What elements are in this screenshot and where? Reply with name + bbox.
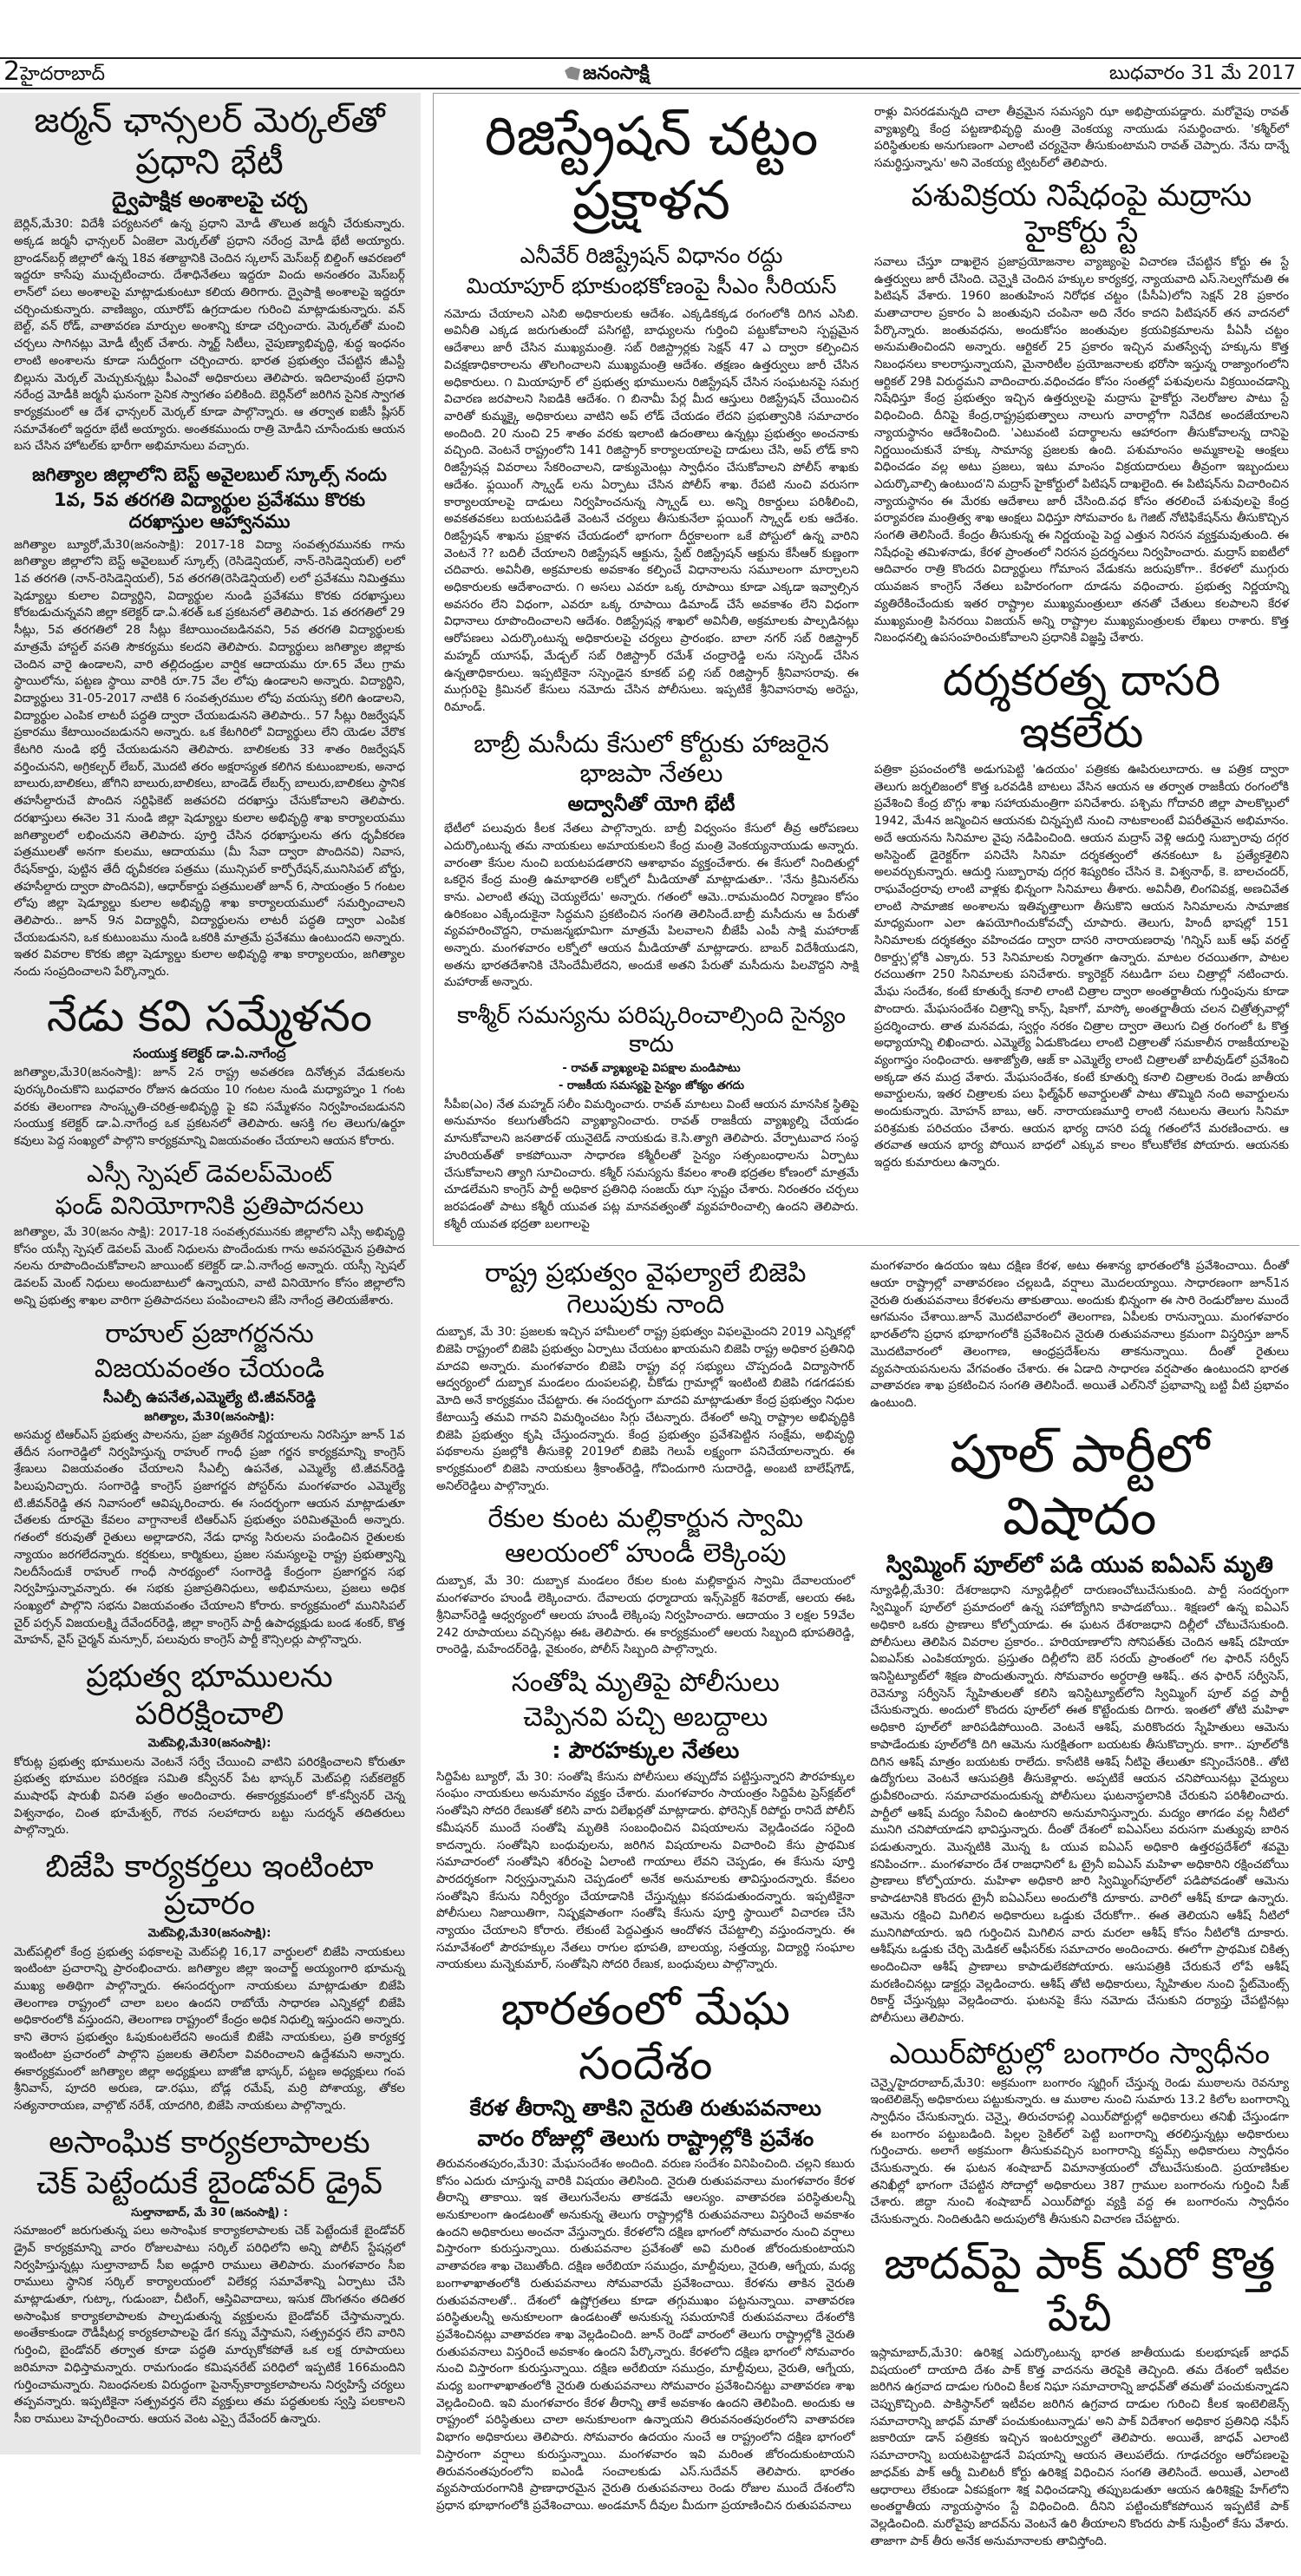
article-body: కోరుట్ల ప్రభుత్వ భూములను వెంటనే సర్వే చేయించి వాటిని పరిరక్షించాలని కోరుతూ ప్రభుత్వ భూముల పరిరక్షణ సమితి కన్వీనర్ పేట భాస్కర్ మెట్‌పల్లి సబ్‌కలెక్టర్ ముషారఫ్ షారుఖీ వినతి పత్రం అందించారు. ఈకార్యక్రమంలో కో-కన్వీనర్ చెన్న విశ్వనాథం, చింత భూమేశ్వర్, గౌరవ సలహాదారు బట్టు సుదర్శన్ తదితరులు పాల్గొన్నారు.: [14, 1754, 405, 1838]
article-body: జగిత్యాల,మే30(జనంసాక్షి): జూన్ 2న రాష్ట్ర అవతరణ దినోత్సవ వేడుకలను పురస్కరించుకొని బుధవారం రోజున ఉదయం 10 గంటల నుండి మధ్యాహ్నం 1 గంట వరకు తెలంగాణ సాంస్కృతి-చరిత్ర-అభివృద్ధి పై కవి సమ్మేళనం నిర్వహించబడునని సంయుక్త కలెక్టర్ డా.ఏ.నాగేంద్ర ఒక ప్రకటనలో తెలిపారు. ఆసక్తి గల తెలుగు/ఉర్దూ కవులు పెద్ద సంఖ్యలో పాల్గొని కార్యక్రమాన్ని విజయవంతం చేయాలని ఆయన కోరారు.: [14, 1065, 405, 1149]
babri-headline: బాబ్రీ మసీదు కేసులో కోర్టుకు హాజరైన భాజపా నేతలు: [474, 728, 829, 789]
lead-story: [444, 104, 859, 1233]
right-lower-column: [871, 1258, 1290, 2559]
article-body: సిద్దిపేట బ్యూరో, మే 30: సంతోషి కేసును పోలీసులు తప్పుదోవ పట్టిస్తున్నారని పౌరహక్కుల సంఘం నాయకులు అనుమానం వ్యక్తం చేశారు. మంగళవారం సాయంత్రం సిద్దిపేట ప్రెస్‌క్లబ్‌లో సంతోషిని సోదరి రేణుకతో కలిసి వారు విలేఖర్లతో మాట్లాడారు. ఫోరెన్సిక్ రిపోర్టు రానిదే పోలీస్ కమీషనర్ ముందే సంతోషి మృతికి సంబంధించిన విషయాలను వెల్లడించడం సరైంది కాదన్నారు. సంతోషిని బంధువులను, జరిగిన విషయాలను విచారించి కేసు ప్రాథమిక సమాచారంలో సంతోషిని శరీరంపై ఏలాంటి గాయాలు లేవని చెప్పడం, ఈ కేసును పూర్తి పారదర్శకంగా నిర్వస్తున్నామని చెప్పడంలో అనేక అనుమాలకు తావిస్తుందన్నారు. కేవలం సంతోషిని కేసును నిర్వీర్యం చేయాడానికి చేస్తున్నట్లు కనపడుతుందన్నారు. ఇప్పటికైనా పోలీసులు నిజాయితిగా, నిష్పక్షపాతంగా సంతోషి కేసును పూర్తి స్థాయిలో విచారణ చేసి న్యాయం చేయాలని కోరారు. లేకుంటే పెద్దఎత్తున ఆందోళన చేపట్టాల్సి వస్తుందన్నారు. ఈ సమావేశంలో పౌరహక్కుల నేతలు రాగుల భూపతి, బాలయ్య, సత్తయ్య, విద్యార్థి సంఘాల నాయకులు మన్నెకుమార్, సంతోషిని సోదరి రేణుక, బంధువులు పాల్గొన్నారు.: [436, 1769, 855, 1972]
logo-text: జనంసాక్షి: [583, 62, 650, 84]
article-headline: 1వ, 5వ తరగతి విద్యార్థుల ప్రవేశము కొరకు దరఖాస్తుల ఆహ్వానము: [53, 489, 366, 533]
article-subheadline: వారం రోజుల్లో తెలుగు రాష్ట్రాల్లోకి ప్రవేశం: [477, 2126, 814, 2152]
article-body: ఇస్లామాబాద్,మే30: ఉరిశిక్ష ఎదుర్కొంటున్న భారత జాతీయుడు కులభూషణ్ జాధవ్ విషయంలో దాయాది దేశం పాక్ కొత్త వాదనను తెరపైకి తెచ్చింది. తమ దేశంలో ఇటీవల జరిగిన ఉగ్రవాద దాడుల గురించి కీలక నిఘా సమాచారాన్ని జాధవ్‌తో తమతో పంచుకున్నాడని చెప్పుకొచ్చింది. పాకిస్థాన్‌లో ఇటీవల జరిగిన ఉగ్రవాద దాడుల గురించి కీలక ఇంటెలిజెన్స్ సమాచారాన్ని జాధవ్ మాతో పంచుకుంటున్నాడు' అని పాక్ విదేశాంగ అధికార ప్రతినిధి నఫీస్ జకారియా డాన్ పత్రికకు ఇచ్చిన ఇంటర్వ్యూలో తెలిపారు. అయితే, జాధవ్ ఎలాంటి సమాచారాన్ని బయటపెట్టాడనే విషయాన్ని ఆయన తెలుపలేదు. గూఢచర్యం ఆరోపణలపై జాధవ్‌కు పాక్ ఆర్మీ మిలిటరీ కోర్టు ఉరిశిక్ష విధించిన సంగతి తెలిసిందే. అయితే, ఎలాంటి ఆధారాలు లేకుండా ఏకపక్షంగా శిక్ష విధించడాన్ని తప్పుబడుతూ ఆయన ఉరిశిక్షపై హేగ్‌లోని అంతర్జాతీయ న్యాయస్థానం స్టే విధించింది. దీనిని పట్టించుకోకపోయిన ఇప్పటికే పాక్ వెల్లడించింది. మరోవైపు జాదవ్‌ను వెంటనే ఉరి తీయాలని కొందరు పాక్ సుప్రీంలో కేసు వేశారు. తాజాగా పాక్ తీరు అనేక అనుమానాలకు తావిస్తోంది.: [870, 2345, 1289, 2548]
article-subheadline: కేరళ తీరాన్ని తాకిని నైరుతి రుతుపవనాలు: [469, 2094, 821, 2120]
article-headline: రేకుల కుంట మల్లికార్జున స్వామి: [487, 1504, 803, 1535]
article-headline: జాదవ్‌పై పాక్ మరో కొత్త పేచీ: [884, 2238, 1276, 2341]
kashmir-subheadline: - రాజకీయ సమస్యపై సైన్యం జోక్యం తగదు: [558, 1078, 745, 1092]
page-section: [3, 56, 106, 88]
article-body: న్యూఢిల్లీ,మే30: దేశరాజధాని న్యూఢిల్లీలో దారుణంచోటుచేసుకుంది. పార్టీ సందర్భంగా స్విమ్మింగ్ పూల్‌లో ప్రమాదంలో ఉన్న సహోద్యోగిని కాపాడబోయి.. శిక్షణలో ఉన్న ఐఏఎస్ అధికారి ఒకరు ప్రాణాలు కోల్పోయాడు. ఈ ఘటన దేశరాజధాని దిల్లీలో చోటుచేసుకుంది. పోలీసులు తెలిపిన వివరాల ప్రకారం.. హరియాణాలోని సోనిపత్‌కు చెందిన ఆశిష్ దహియా ఏఐఎస్‌కు ఎంపికయ్యారు. ప్రస్తుతం దిల్లీలోని బెర్ సరయ్ ప్రాంతంలో గల ఫారిన్ సర్వీస్ ఇనిస్టిట్యూట్‌లో శిక్షణ పొందుతున్నారు. సోమవారం అర్ధరాత్రి ఆశిష్.. తన ఫారిన్ సర్వీసెస్, రెవెన్యూ సర్వీసెస్ స్నేహితులతో కలిసి ఇనిస్టిట్యూట్‌లోని స్విమ్మింగ్ పూల్ వద్ద పార్టీ చేసుకున్నారు. అందులో కొందరు పూల్‌లో ఈత కొట్టేందుకు దిగారు. ఇంతలో తోటి మహిళా అధికారి పూల్‌లో జారిపడిపోయింది. వెంటనే ఆశిష్, మరికొందరు స్నేహితులు ఆమెను కాపాడేందుకు పూల్‌లోకి దిగి ఆమెను సురక్షితంగా బయటకు తీసుకొచ్చారు. కాగా.. పూల్‌లోకి దిగిన ఆశిష్ మాత్రం బయటకు రాలేదు. కాసేటికి ఆశిష్ నీటిపై తేలుతూ కన్పించేసరికి.. తోటి ఉద్యోగులు వెంటనే ఆసుపత్రికి తీసుకెళ్లారు. అప్పటికే ఆయన చనిపోయినట్లు వైద్యులు ధ్రువీకరించారు. సమాచారమందుకున్న పోలీసులు ఘటనాస్థలానికి చేరుకుని పరిశీలించారు. పార్టీలో ఆశిష్ మద్యం సేవించి ఉంటారని అనుమానిస్తున్నారు. మద్యం తాగడం వల్ల నీటిలో మునిగి చనిపోయాడని భావిస్తున్నారు. దీంతో దేశంలో ఐఏఎస్‌లు వరుసగా మత్యువు బారిన పడుతున్నారు. మొన్నటికి మొన్న ఓ యువ ఐఏఎస్ అధికారి ఉత్తరప్రదేశ్‌లో శవమై కనిపించగా.. మంగళవారం దేశ రాజధానిలో ఓ ట్రైనీ ఐఏఎస్ మహిళా అధికారిని రక్షించబోయి ప్రాణాలు కోల్పోయారు. మహిళా అధికారి జారి స్విమ్మింగ్‌పూల్‌లో పడిపోవడంతో ఆమెను కాపాడటానికి కొందరు ట్రైనీ ఐఏఎస్‌లు అందులోకి దూకారు. వారిలో ఆశీష్ కూడా ఉన్నారు. ఆమెను రక్షించి మిగిలిన అధికారులు ఒడ్డుకు చేరుకోగా.. ఈత తెలియని ఆశీష్ నీటిలో మునిగిపోయారు. ఇది గుర్తించిన మిగిలిన వారు మరలా ఆశీష్ కోసం నీటిలోకి దూకారు. ఆశీష్‌ను ఒడ్డుకు చేర్చి మెడికల్ ఆఫీసర్‌కు సమాచారం అందించారు. ఈలోగా ప్రాథమిక చికిత్స అందించినా ఆశీష్ ప్రాణాలు కాపాడులేకపోయారు. ఆసుపత్రికి చేరుకునే లోపే ఆశీష్ మరణించినట్లు డాక్టర్లు వెల్లడించారు. ఆశీష్ తోటి అధికారులు, స్నేహితుల నుంచి స్టేట్‌మెంట్స్ రికార్డ్ చేస్తున్నట్లు వెల్లడించారు. ఘటనపై కేసు నమోదు చేసుకుని దర్యాప్తు చేపట్టినట్లు పోలీసులు తెలిపారు.: [870, 1583, 1289, 2026]
article-body: జగిత్యాల బ్యూరో,మే30(జనంసాక్షి): 2017-18 విద్యా సంవత్సరమునకు గాను జగిత్యాల జిల్లాలోని బెస్ట్ అవైలబుల్ స్కూల్స్ (రెసిడెన్షియల్, నాన్-రెసిడెన్షియల్) లలో 1వ తరగతి (నాన్-రెసిడెన్షియల్), 5వ తరగతి(రెసిడెన్షియల్) లలో ప్రవేశము నిమిత్తము షెడ్యూల్డు కులాల విద్యార్థిని, విద్యార్థుల నుండి ప్రవేశము కొరకు దరఖాస్తులు కోరబడుచున్నవని జిల్లా కలెక్టర్ డా.ఏ.శరత్ ఒక ప్రకటనలో తెలిపారు. 1వ తరగతిలో 29 సీట్లు, 5వ తరగతిలో 28 సీట్లు కేటాయించబడినవని, 5వ తరగతి విద్యార్థులకు మాత్రమే హాస్టల్ వసతి సౌకర్యము కలదని తెలిపారు. విద్యార్థులు జగిత్యాల జిల్లాకు చెందిన వారై ఉండాలని, వారి తల్లిదండ్రుల వార్షిక ఆదాయము రూ.65 వేలు గ్రామ స్థాయిలోను, పట్టణ స్థాయి వారికి రూ.75 వేల లోపు ఉండాలని అన్నారు. విద్యార్థిని, విద్యార్థులు 31-05-2017 నాటికి 6 సంవత్సరముల లోపు వయస్సు కలిగి ఉండాలని, విద్యార్థుల ఎంపిక లాటరీ పద్ధతి ద్వారా చేయబడునని తెలిపారు.. 57 సీట్లు రిజర్వేషన్ ప్రకారము కేటాయించబడునని అన్నారు. ఒక కేటగిరిలో విద్యార్థులు లేని యెడల వేరొక కేటగిరి నుండి భర్తీ చేయబడునని తెలిపారు. బాలికలకు 33 శాతం రిజర్వేషన్ వర్తించునని, అగ్రికల్చర్ లేబర్, మొదటి తరం అక్షరాస్యత కలిగిన కుటుంబాలకు, అనాధ బాలురు,బాలికలు, జోగిని బాలురు,బాలికలు, బాండెడ్ లేబర్స్ బాలురు,బాలికలు స్థానిక తహసీల్దారుచే పొందిన సర్టిఫికెట్ జతపరచి దరఖాస్తు చేసుకోవాలని తెలిపారు. దరఖాస్తులు ఈనెల 31 నుండి జిల్లా షెడ్యూల్డు కులాల అభివృద్ధి శాఖ కార్యాలయము జగిత్యాలలో లభించునని తెలిపారు. పూర్తి చేసిన ధరఖాస్తులను తగు ధృవీకరణ పత్రములతో అనగా కులము, ఆదాయము (మీ సేవా ద్వారా పొందినవి) నివాస, రేషన్‌కార్డు, పుట్టిన తేదీ ధృవీకరణ పత్రము (మున్సిపల్ కార్పోరేషన్,మునిసిపల్ బోర్డు, తహసీల్దారు ద్వారా పొందినవి), ఆధార్‌కార్డు పత్రములతో జూన్ 6, సాయంత్రం 5 గంటల లోపు జిల్లా షెడ్యూల్డు కులాల అభివృద్ధి శాఖ కార్యాలయములో సమర్పించాలని తెలిపారు.. జూన్ 9న విద్యార్థినీ, విద్యార్థులను లాటరీ పద్ధతి ద్వారా ఎంపిక చేయబడునని, ఒక కుటుంబము నుండి ఒకరికి మాత్రమే ప్రవేశము ఉంటుందని అన్నారు. ఇతర వివరాల కొరకు జిల్లా షెడ్యూల్డు కులాల అభివృద్ధి శాఖ కార్యాలయం, జగిత్యాల నందు సంప్రదించాలని పేర్కొన్నారు.: [14, 537, 405, 980]
article-dateline: సుల్తానాబాద్, మే 30 (జనంసాక్షి) :: [131, 2206, 288, 2220]
article: [14, 990, 405, 1150]
lead-box-right-column: [874, 104, 1289, 1172]
kashmir-headline: కాశ్మీర్ సమస్యను పరిష్కరించాల్సింది సైన్యం కాదు: [456, 1002, 847, 1058]
article: [14, 1848, 405, 2115]
article-body: తిరువనంతపురం,మే30: మేఘసందేశం అందింది. వరుణ సందేశం వినిపించింది. చల్లని కబురు కోసం ఎదురు చూస్తున్న వారికి విషయం తెలిసింది. నైరుతి రుతుపవనాలు మంగళవారం కేరళ తీరాన్ని తాకాయి. ఇక తెలుగునేలను తాకడమే ఆలస్యం. వాతావరణ పరిస్థితులన్నీ అనుకూలంగా ఉండటంతో అనుకున్న తెలుగు రాష్ట్రాల్లోకి రుతుపవనాలు విస్తరించే అవకాశం ఉందని అధికారులు అంచనా వేస్తున్నారు. కేరళలోని దక్షిణ భాగంలో సోమవారం నుంచి వర్షాలు విస్తారంగా కురుస్తున్నాయి. రుతుపవనాల ప్రవేశంతో అవి మరింత జోరందుకుంటాయని వాతావరణ శాఖ చెబుతోంది. దక్షిణ అరేబియా సముద్రం, మాల్దీవులు, నైరుతి, ఆగ్నేయ, మధ్య బంగాళాఖాతంలోకి రుతుపవనాలు సోమవారమే ప్రవేశించాయి. కేరళను తాకిన నైరుతి రుతుపవనాలతో.. దేశంలో ఉష్ణోగ్రతలు కూడా తగ్గుముఖం పట్టనున్నాయి. వాతావరణ పరిస్థితులన్నీ అనుకూలంగా ఉండటంతో అనుకున్న సమయానికే రుతుపవనాలు దేశంలోకి ప్రవేశించినట్లు వాతావరణ శాఖ వెల్లడించింది. జూన్ రెండో వారంలో తెలుగు రాష్ట్రాల్లోకి నైరుతి రుతుపవనాలు విస్తరించే అవకాశం ఉందని పేర్కొన్నారు. కేరళలోని దక్షిణ భాగంలో సోమవారం నుంచి విస్తారంగా కురుస్తున్నాయి. దక్షిణ అరేబియా సముద్రం, మాల్దీవులు, నైరుతి, ఆగ్నేయ, మధ్య బంగాళాఖాతంలోకి నైరుతి రుతుపవనాలు సోమవారం ప్రవేశించినట్టు వాతావరణ శాఖ వెల్లడించింది. ఇవి మంగళవారం కేరళ తీరాన్ని తాకే అవకాశం ఉందని తెలిపింది. అందుకు ఆ రాష్ట్రంలో పరిస్థితులు చాలా అనుకూలంగా ఉన్నాయని తిరువనంతపురంలోని వాతావరణ విభాగం అధికారులు తెలిపారు. సోమవారం ఉదయం నుంచే ఆ రాష్ట్రంలోని దక్షిణ భాగంలో విస్తారంగా వర్షాలు కురుస్తున్నాయి. మంగళవారం ఇవి మరింత జోరందుకుంటాయని తిరువనంతపురంలోని ఐఎండీ సంచాలకుడు ఎస్.సుదేవన్ తెలిపారు. భారతం వ్యవసాయరంగానికి ప్రాణాధారమైన నైరుతి రుతుపవనాలు రెండు రోజుల ముందే దేశంలోని ప్రధాన భూభాగంలోకి ప్రవేశించాయి. అండమాన్ దీవుల మీదుగా ప్రయాణించిన రుతుపవనాలు: [436, 2156, 855, 2513]
right-articles: [871, 1423, 1290, 2551]
article-headline: చెక్ పెట్టేందుకే బైండోవర్ డ్రైవ్: [36, 2165, 382, 2201]
article-headline: రాహుల్ ప్రజాగర్జనను: [105, 1318, 314, 1349]
article-body: అసమర్ధ టిఆర్ఎస్ ప్రభుత్వ పాలనను, ప్రజా వ్యతిరేక నిర్ణయాలను నిరసిస్తూ జూన్ 1వ తేదీన సంగారెడ్డిలో నిర్వహిస్తున్న రాహుల్ గాంధీ ప్రజా గర్జన కార్యక్రమాన్ని కాంగ్రెస్ శ్రేణులు విజయవంతం చేయాలని సీఎల్పీ ఉపనేత, ఎమ్మెల్యే టి.జీవన్‌రెడ్డి పిలుపునిచ్చారు. సంగారెడ్డి కాంగ్రెస్ ప్రజాగర్జన పోస్టర్‌ను మంగళవారం ఎమ్మెల్యే టి.జీవన్‌రెడ్డి తన నివాసంలో ఆవిష్కరించారు. ఈ సందర్భంగా ఆయన మాట్లాడుతూ చేతలకు దూరమై కేవలం వాగ్దానాలకే టిఆర్ఎస్ ప్రభుత్వం పరిమితమైందీ అన్నారు. గతంలో కరువుతో రైతులు అల్లాడారని, నేడు ధాన్య సిరులను పండించిన రైతులకు న్యాయం జరగలేదన్నారు. కర్షకులు, కార్మికులు, ప్రజల సమస్యలపై రాష్ట్ర ప్రభుత్వాన్ని నిలదీసేందుకే రాహుల్ గాంధీ సారథ్యంలో సంగారెడ్డి కేంద్రంగా ప్రజాగర్జన సభ నిర్వహిస్తున్నావన్నారు. ఈ సభకు ప్రజాప్రతినిధులు, అభిమానులు, ప్రజలు అధిక సంఖ్యలో పాల్గొని సభను విజయవంతం చేయాలని కోరారు. కార్యక్రమంలో మునిసిపల్ చైర్ పర్సన్ విజయలక్ష్మి దేవేందర్‌రెడ్డి, జిల్లా కాంగ్రెస్ పార్టీ ఉపాధ్యక్షుడు బండ శంకర్, కొత్త మోహన్, వైస్ చైర్మన్ మన్సూర్, పలువురు కాంగ్రెస్ పార్టీ కౌన్సిలర్లు పాల్గొన్నారు.: [14, 1427, 405, 1648]
article-subheadline: సీఎల్పీ ఉపనేత,ఎమ్మెల్యే టి.జీవన్‌రెడ్డి: [102, 1388, 317, 1406]
cattle-ban-body: సవాలు చేస్తూ దాఖలైన ప్రజాప్రయోజనాల వ్యాజ్యంపై విచారణ చేపట్టిన కోర్టు ఈ స్టే ఉత్తర్వులు జారీ చేసింది. చెన్నైకి చెందిన హక్కుల కార్యకర్త, న్యాయవాది ఎస్.సెల్వగోమతి ఈ పిటిషన్ వేశారు. 1960 జంతుహింస నిరోధక చట్టం (పీసీఏ)లోని సెక్షన్ 28 ప్రకారం మతాచారాల ప్రకారం ఏ జంతువుని చంపినా అది నేరం కాదని పిటిషనర్ తన వాదనలో పేర్కొన్నారు. జంతువధను, అందుకోసం జంతువుల క్రయవిక్రమాలను పీఏసీ చట్టం అనుమతించిందని అన్నారు. ఆర్టికల్ 25 ప్రకారం ఇచ్చిన మతస్వేచ్ఛ హక్కును కొత్త నిబంధనలు కాలరాస్తున్నాయని, మైనారిటీల ప్రయోజనాలకు భరోసా ఇస్తున్న రాజ్యాంగంలోని ఆర్టికల్ 29కి విరుద్ధమని వాదించారు.వధించడం కోసం సంతల్లో పశువులను విక్రయించడాన్ని నిషేధిస్తూ కేంద్ర ప్రభుత్వం ఇచ్చిన ఉత్తర్వులపై మద్రాసు హైకోర్టు నెలరోజుల పాటు స్టే విధించింది. దీనిపై కేంద్ర,రాష్ట్రప్రభుత్వాలు నాలుగు వారాల్లోగా నివేదిక అందజేయాలని న్యాయస్థానం ఆదేశించింది. 'ఎటువంటి పదార్థాలను ఆహారంగా తీసుకోవాలన్న దానిపై నిర్ణయించుకునే హక్కు సామాన్య ప్రజలకు ఉంది. పశుమాంసం అమ్మకాలపై ఆంక్షలు విధించడం వల్ల అటు ప్రజలు, ఇటు మాంసం విక్రయదారులు తీవ్రంగా ఇబ్బందులు ఎదుర్కొవాల్సి ఉంటుంద'ని మద్రాస్ హైకోర్టులో పిటిషన్ దాఖలైంది. ఈ పిటిషన్‌ను విచారించిన న్యాయస్థానం ఈ మేరకు ఆదేశాలు జారీ చేసింది.వధ కోసం తరలించే పశువులపై కేంద్ర పర్యావరణ మంత్రిత్వ శాఖ ఆంక్షలు విధిస్తూ సోమవారం ఓ గెజిట్ నోటిఫికేషన్‌ను తీసుకొచ్చిన సంగతి తెలిసిందే. కేంద్రం తీసుకున్న ఈ నిర్ణయంపై పెద్ద ఎత్తున నిరసన వ్యక్తమవుతుంది. ఈ నిషేధంపై తమిళనాడు, కేరళ ప్రాంతంలో నిరసన ప్రదర్శనలు నిర్వహించారు. మద్రాస్ ఐఐటీలో ఆదివారం రాత్రి కొందరు విద్యార్థులు గోమాంస వేడుకను జరుపుకోగా.. కేరళలో ముగ్గురు యువజన కాంగ్రెస్ నేతలు బహిరంగంగా దూడను వధించారు. ప్రభుత్వ నిర్ణయాన్ని వ్యతిరేకించేందుకు ఇతర రాష్ట్రాల ముఖ్యమంత్రులూ తనతో చేతులు కలపాలని కేరళ ముఖ్యమంత్రి పినరయి విజయన్ అన్ని రాష్ట్రాల ముఖ్యమంత్రులకు లేఖలు రాశారు. కొత్త నిబంధనల్ని ఉపసంహరించుకోవాలని ప్రధానికి విజ్ఞప్తి చేశారు.: [874, 254, 1289, 646]
article-headline: చెప్పినవి పచ్చి అబద్దాలు: [523, 1701, 768, 1733]
article-headline: నేడు కవి సమ్మేళనం: [46, 990, 373, 1041]
article-headline: జర్మన్ ఛాన్సలర్ మెర్కల్‌తో ప్రధాని భేటీ: [34, 101, 385, 182]
kashmir-body: సీపీఐ(ఎం) నేత మహ్మద్ సలీం విమర్శించారు. రావత్ మాటలు వింటే ఆయన మానసిక స్థితిపై అనుమానం కలుగుతోందని వ్యాఖ్యానించారు. రావత్ రాజకీయ వ్యాఖ్యల్ని చేయడం మానుకోవాలని జనతాదళ్ యునైటెడ్ నాయకుడు కె.సి.త్యాగి తెలిపారు. వేర్పాటువాద సంస్థ హురియత్‌తో కాకపోయినా సాధారణ కశ్మీరీలతో సైన్యం సత్సంబంధాలను ఏర్పాటు చేసుకోవాలని త్యాగి సూచించారు. కశ్మీర్ సమస్యను కేవలం శాంతి భద్రతల కోణంలో మాత్రమే చూడలేమని కాంగ్రెస్ పార్టీ అధికార ప్రతినిధి సంజయ్ ఝా స్పష్టం చేశారు. నిరంతరం చర్చలు జరపడంతో పాటు కశ్మీరీ యువత పట్ల మానవత్వంతో వ్యవహరించాల్సి ఉందని తెలిపారు. కశ్మీరీ యువత భద్రతా బలగాలపై: [444, 1097, 859, 1231]
article-body: బెర్లిన్,మే30: విదేశీ పర్యటనలో ఉన్న ప్రధాని మోడీ తొలుత జర్మనీ చేరుకున్నారు. అక్కడ జర్మనీ ఛాన్సలర్ ఏంజెలా మెర్కల్‌తో ప్రధాని నరేంద్ర మోడీ భేటీ అయ్యారు. బ్రాండన్‌బర్గ్ జిల్లాలో ఉన్న 18వ శతాబ్దానికి చెందిన స్కలాస్ మెస్‌బర్గ్ బిల్డింగ్ ఆవరణలో ఇద్దరూ కాసేపు ముచ్చటించారు. దేశాధినేతలు ఇద్దరూ విందు అనంతరం మెస్‌బర్గ్ లాన్‌లో పలు అంశాలపై మాట్లాడుకుంటూ కలియ తిరిగారు. ద్వైపాక్షి అంశాలపై ఇద్దరూ చర్చించుకున్నారు. వాణిజ్యం, యూరోప్ ఉగ్రదాడుల గురించి మాట్లాడుకున్నారు. వన్ బెల్ట్, వన్ రోడ్, వాతావరణ మార్పుల అంశాన్ని కూడా చర్చించారు. మెర్కల్‌తో మంచి చర్చలు సాగినట్లు మోడీ ట్వీట్ చేశారు. స్మార్ట్ సిటీలు, నైపుణ్యాభివృద్ధి, శుద్ధ ఇంధనం లాంటి అంశాలను కూడా సుదీర్ఘంగా చర్చించారు. భారత ప్రభుత్వం చేపట్టిన జీఎస్టీ బిల్లును మెర్కల్ మెచ్చుకున్నట్లు పీఎంవో అధికారులు తెలిపారు. ఇదిలావుంటే ప్రధాని నరేంద్ర మోడీకి జర్మనీ ఘనంగా సైనిక స్వాగతం పలికింది. బెర్లిన్‌లో జరిగిన సైనిక స్వాగత కార్యక్రమంలో ఆ దేశ ఛాన్సలర్ మెర్కల్ కూడా పాల్గొన్నారు. ఆ తర్వాత ఐజీసీ ష్లీసర్ సమావేశంలో ఇద్దరూ భేటీ అయ్యారు. అంతకముందు రాత్రి మోడీని చూసేందుకు ఆయన బస చేసిన హోటల్‌కు భారీగా అభిమానులు వచ్చారు.: [14, 217, 405, 454]
article-headline: పూల్ పార్టీలో విషాదం: [950, 1423, 1210, 1547]
article: [871, 2238, 1290, 2550]
lead-body: నమోదు చేయాలని ఎసిబి అధికారులకు ఆదేశం. ఎక్కడికక్కడ రంగంలోకి దిగిన ఎసిబి. అవినీతి ఎక్కడ జరుగుతుందో పసిగట్టి, బాధ్యులను గుర్తించి పట్టుకోవాలని స్పష్టమైన ఆదేశాలు జారీ చేసిన ముఖ్యమంత్రి. సబ్ రిజిస్ట్రార్లకు సెక్షన్ 47 ఎ ద్వారా కల్పించిన విచక్షణాధికారాలను తొలగించాలని ముఖ్యమంత్రి ఆదేశం. తక్షణం ఉత్తర్వులు జారీ చేసిన అధికారులు. ౧ మియాపూర్ లో ప్రభుత్వ భూములను రిజిస్ట్రేషన్ చేసిన సంఘటనపై సమగ్ర విచారణ జరపాలని సిఐడికి ఆదేశం. ౧ బినామీ పేర్ల మీద ఆస్తులు రిజిస్ట్రేషన్ చేయించిన వారితో కుమ్మక్కై అధికారులు వాటిని అప్ లోడ్ చేయడం లేదని ప్రభుత్వానికి సమాచారం అందింది. 20 నుంచి 25 శాతం వరకు ఇలాంటి ఉదంతాలు ఉన్నట్లు ప్రభుత్వం అంచనాకు వచ్చింది. వెంటనే రాష్ట్రంలోని 141 రిజిస్ట్రార్ కార్యాలయాలపై దాడులు చేసి, అప్ లోడ్ కాని రిజిస్ట్రేషన్ల వివరాలు సేకరించాలని, డాక్యుమెంట్లు స్వాధీనం చేసుకోవాలని పోలీస్ శాఖకు ఆదేశం. ఫ్లయింగ్ స్క్వాడ్ లను ఏర్పాటు చేసిన పోలీస్ శాఖ. రేపటి నుంచి వరుసగా కార్యాలయాలపై దాడులు నిర్వహించనున్న స్క్వాడ్ లు. అన్ని రికార్డులు పరిశీలించి, అవకతవకలు బయటపడితే వెంటనే చర్యలు తీసుకునేలా ఫ్లయింగ్ స్క్వాడ్ లకు ఆదేశం. రిజిస్ట్రేషన్ శాఖను ప్రక్షాళన చేయడంలో భాగంగా దీర్ఘకాలంగా ఒకే పోస్టులో ఉన్న వారిని వెంటనే ?? బదిలీ చేయాలని రిజిస్ట్రేషన్ ఆక్టును, స్టేట్ రిజిస్ట్రేషన్ ఆక్టును కేసీఆర్ కుణ్ణంగా చదివారు. అవినీతి, అక్రమాలకు అవకాశం కల్పించే విధానాలను సమూలంగా మార్చాలని అధికారులకు ఆదేశాంచారు. ౧ అసలు ఎవరూ ఒక్క రూపాయి కూడా ఎక్కడా ఇవ్వాల్సిన అవసరం లేని విధంగా, ఎవరూ ఒక్క రూపాయి డిమాండ్ చేసే అవకాశం లేని విధంగా విధానాలు రూపొందించాలని ఆదేశం. రిజిస్ట్రేషన్ల శాఖలో అవినీతి, అక్రమాలకు పాల్పడినట్లు ఆరోపణలు ఎదుర్కొంటున్న అధికారులపై చర్యలు ప్రారంభం. బాలా నగర్ సబ్ రిజిస్ట్రార్ మహ్మద్ యూసఫ్, మేడ్చల్ సబ్ రిజిస్ట్రార్ రమేశ్ చంద్రారెడ్డి లను సస్పెండ్ చేసిన ఉన్నతాధికారులు. ఇప్పటికైనా సస్పెండైన కూకట్ పల్లి సబ్ రిజిస్ట్రార్ శ్రీనివాసరావు. ఈ ముగ్గురిపై క్రిమినల్ కేసులు నమోదు చేసిన పోలీసులు. ఇప్పటికే శ్రీనివాసరావు అరెస్టు, రిమాండ్.: [444, 306, 859, 714]
babri-body: భేటీలో పలువురు కీలక నేతలు పాల్గొన్నారు. బాబ్రీ విధ్వంసం కేసులో తీవ్ర ఆరోపణలు ఎదుర్కొంటున్న తమ నాయకులు అమాయకులని కేంద్ర మంత్రి వెంకయ్యనాయుడు అన్నారు. వారంతా కేసుల నుంచి బయటపడతారని ఆశాభావం వ్యక్తంచేశారు. ఈ కేసులో నిందితుల్లో ఒకరైన కేంద్ర మంత్రి ఉమాభారతి లక్నోలో మీడియాతో మాట్లాడుతూ.. 'నేను క్రిమినల్‌ను కాను. ఎలాంటి తప్పు చెయ్యలేదు' అన్నారు. గతంలో ఆమె..రామమందిర నిర్మాణం కోసం ఉరికంబం ఎక్కేందుకైనా సిద్ధమని ప్రకటించిన సంగతి తెలిసిందే.బాబ్రీ మసీదును ఆ పేరుతో వ్యవహరించొద్దని, రామజన్మభూమిగా మాత్రమే పిలవాలని బీజేపీ ఎంపీ సాక్షి మహారాజ్ అన్నారు. మంగళవారం లక్నోలో ఆయన మీడియాతో మాట్లాడారు. బాబర్ విదేశీయుడని, అతను భారతదేశానికి చేసిందేమీలేదని, అందుకే అతని పేరుతో మసీదును పిలవొద్దని సాక్షి మహారాజ్ అన్నారు.: [444, 822, 859, 990]
dasari-body: పత్రికా ప్రపంచంలోకి అడుగుపెట్టి 'ఉదయం' పత్రికకు ఊపిరులూదారు. ఆ పత్రిక ద్వారా తెలుగు జర్నలిజంలో కొత్త ఒరవడికి బాటలు వేసిన ఆయన ఆ తర్వాత రాజకీయ రంగంలోకి ప్రవేశించి కేంద్ర బొగ్గు శాఖ సహాయమంత్రిగా పనిచేశారు. పశ్చిమ గోదావరి జిల్లా పాలకొల్లులో 1942, మే4న జన్మించిన ఆయనకు చిన్నప్పటి నుంచి నాటకాలంటే విపరీతమైన అభిమానం. అదే ఆయనను సినిమాల వైపు నడిపించింది. ఆయన మద్రాస్ వెళ్లి ఆదుర్తి సుబ్బారావు దగ్గర అసిస్టెంట్ డైరెక్టర్‌గా పనిచేసి సినిమా దర్శకత్వంలో తనకంటూ ఓ ప్రత్యేకశైలిని అలవర్చుకున్నారు. ఆదుర్తి సుబ్బారావు దగ్గర శిష్యరికం చేసిన కె. విశ్వనాథ్, కె. బాలచందర్, రాఘవేంద్రరావు లాంటి వాళ్లకు భిన్నంగా సినిమాలు తీశారు. అవినీతి, లింగవివక్ష, అణచివేత లాంటి సామాజిక అంశాలను ఇతివృత్తాలుగా తీసుకొని ఆయన సినిమాలను సామాజిక మాధ్యమంగా ఎలా ఉపయోగించుకోవచ్చో చూపారు. తెలుగు, హిందీ భాషల్లో 151 సినిమాలకు దర్శకత్వం వహించడం ద్వారా దాసరి నారాయణరావు 'గిన్నిస్ బుక్ ఆఫ్ వరల్డ్ రికార్డ్సు'ల్లోకి ఎక్కారు. 53 సినిమాలకు నిర్మాతగా ఉన్నారు. మాటల రచయితగా, పాటల రచయితగా 250 సినిమాలకు పనిచేశారు. క్యారెక్టర్ నటుడిగా పలు చిత్రాల్లో నటించారు. మేఘ సందేశం, కంటే కూతుర్నే కనాలి లాంటి చిత్రాల ద్వారా అంతర్జాతీయ గుర్తింపును కూడా పొందారు. మేఘసందేశం చిత్రాన్ని కాన్స్, షికాగో, మాస్కో అంతర్జాతీయ చలన చిత్రోత్సవాల్లో ప్రదర్శించారు. తాత మనవడు, స్వర్గం నరకం చిత్రాల ద్వారా తెలుగు చిత్ర రంగంలో ఓ కొత్త అధ్యాయాన్ని లిఖించారు. ఎమ్మెల్యే ఏడుకొండలు లాంటి చిత్రాలతో సమకాలీన రాజకీయాలపై వ్యంగాస్త్రం సంధించారు. ఆశాజ్యోతి, ఆజ్ కా ఎమ్మెల్యే లాంటి చిత్రాలతో బాలీవుడ్‌లో ప్రవేశించి అక్కడా తన ముద్ర వేశారు. మేఘసందేశం, కంటే కూతుర్ని కనాలి చిత్రాలకు రెండు జాతీయ అవార్డులను, ఇతర చిత్రాలకు పలు ఫిల్మ్‌ఫేర్ అవార్డులతో పాటు తొమ్మిది నంది అవార్డులను అందుకున్నారు. మోహన్ బాబు, ఆర్. నారాయణమూర్తి లాంటి నటులను తెలుగు సినిమా పరిశ్రమకు పరిచయం చేశారు. ఆయన భార్య దాసరి పద్మ గతంలోనే మరణించారు. ఆ తరవాత ఆయన భార్య పోయిన బాధలో ఎక్కువ కాలం కోలుకోలేక పోయారు. ఆయనకు ఇద్దరు కుమారులు ఉన్నారు.: [874, 762, 1289, 1170]
article-dateline: మెట్‌పెల్లి,మే30(జనంసాక్షి):: [147, 1927, 271, 1941]
article-body: దుబ్బాక, మే 30: ప్రజలకు ఇచ్చిన హామీలలో రాష్ట్ర ప్రభుత్వం విఫలమైందని 2019 ఎన్నికల్లో బిజెపి రాష్ట్రంలో బిజెపి ప్రభుత్వం ఏర్పాటు చేయటం ఖాయమని బిజెపి రాష్ట్ర అధికార ప్రతినిధి మాదవి అన్నారు. మంగళవారం బిజెపి రాష్ట్ర వర్గ సభ్యులు చొప్పదండి విద్యాసాగర్ ఆద్వర్యంలో దుబ్బాక మండలం దుంపలపల్లి, చీకోడు గ్రామాల్లో ఇంటింటి బిజెపి గడగడపకు మోది అనే కార్యక్రమం చేపట్టారు. ఈ సందర్భంగా మాదవి మాట్లాడుతూ కేంద్ర ప్రభుత్వం నిధుల కేటాయిస్తే తమవి గావని విమర్శించటం సిగ్గు చేటన్నారు. దేశంలో అన్ని రాష్ట్రాల అభివృద్ధికి బిజెపి ప్రభుత్వం కృషి చేస్తుందన్నారు. కేంద్ర ప్రభుత్వం ప్రవేశపెట్టిన సంక్షేమ, అభివృద్ధి పథకాలను ప్రజల్లోకి తీసుకెళ్లి 2019లో బిజెపి గెలుపే లక్ష్యంగా పనిచేయాలన్నారు. ఈ కార్యక్రమంలో బిజెపి నాయకులు శ్రీకాంత్‌రెడ్డి, గోవిందుగారి సుదారెడ్డి, అంబటి బాలేష్‌గౌడ్, అనిల్‌రెడ్డిలు పాల్గొన్నారు.: [436, 1325, 855, 1493]
article: [871, 2036, 1290, 2229]
main-area: [433, 93, 1301, 2576]
middle-articles: [436, 1258, 855, 2523]
lead-headline: రిజిస్ట్రేషన్ చట్టం ప్రక్షాళన: [484, 104, 819, 233]
article: [14, 464, 405, 981]
article: [14, 1319, 405, 1649]
article: [436, 1668, 855, 1974]
kashmir-subheadline: - రావత్ వ్యాఖ్యలపై విపక్షాల మండిపాటు: [562, 1061, 741, 1075]
article: [14, 1159, 405, 1310]
dasari-headline: దర్శకరత్న దాసరి ఇకలేరు: [942, 654, 1221, 757]
section-name: హైదరాబాద్: [20, 63, 106, 85]
article: [436, 1504, 855, 1659]
issue-date: బుధవారం 31 మే 2017: [1108, 62, 1296, 84]
babri-subheadline: అద్వానీతో యోగి భేటీ: [567, 793, 735, 816]
article: [436, 1258, 855, 1495]
article-subheadline: స్విమ్మింగ్ పూల్‌లో పడి యువ ఐఏఎస్ మృతి: [886, 1551, 1273, 1578]
masthead: [0, 57, 1301, 89]
article: [871, 1423, 1290, 2028]
article-body: సమాజంలో జరుగుతున్న పలు అసాంఘిక కార్యాకలాపాలకు చెక్ పెట్టేందుకే బైండోవర్ డ్రైవ్ కార్యక్రమాన్ని వారం రోజులపాటు సర్కిల్ పరిధిలోని అన్ని పోలీస్ స్టేషన్లలో నిర్వహిస్తున్నట్లు సుల్తానాబాద్ సీఐ అడ్లూరి రాములు తెలిపారు. మంగళవారం సీఐ రాములు స్థానిక సర్కిల్ కార్యాలయంలో విలేకర్ల సమావేశాన్ని ఏర్పాటు చేసి మాట్లాడుతూ, గుట్కా, గుడుంబా, చీటింగ్, ఆస్తివివాదాలు, ఇసుక దొంగతనం తదితర అసాంఘిక కార్యాకలాపాలకు పాల్పడుతున్న వ్యక్తులను బైండోవర్ చేస్తామన్నారు. అంతేకాకుండా రౌడీషీటర్ల కార్యకలాపాలపై డేగ కన్ను వేస్తామని, సత్ప్రవర్తన లేని వారిని గుర్తించి, బైండోవర్ తర్వాత కూడా పద్ధతి మార్చుకోకపోతే ఒక లక్ష రూపాయలు జరిమానా విధిస్తామన్నారు. రామగుండం కమిషనరేట్ పరిధిలో ఇప్పటికే 166మందిని గుర్తించామన్నారు. నిబంధనలకు విరుద్ధంగా పైనాన్స్‌కార్యాకలాపాలను నిర్వహిస్తే చర్యలు తప్పవన్నారు. ఇప్పటికైనా సత్ప్రవర్తన లేని వ్యక్తులు తమ పద్ధతులకు స్వస్తి పలకాలని సీఐ రాములు హెచ్చరించారు. ఆయన వెంట ఎస్సై దేవేందర్ ఉన్నారు.: [14, 2224, 405, 2426]
article-subheadline: : పౌరహక్కుల నేతలు: [552, 1737, 740, 1764]
article-headline: ప్రభుత్వ భూములను పరిరక్షించాలి: [86, 1659, 333, 1733]
article-body: చెన్నై/హైదరాబాద్,మే30: అక్రమంగా బంగారం స్మగ్లింగ్ చేస్తున్న రెండు ముఠాలను రెవన్యూ ఇంటెలిజెన్స్ అధికారులు పట్టుకున్నారు. ఆ ముఠాల నుంచి సుమారు 13.2 కిలోల బంగారాన్ని స్వాధీనం చేసుకున్నారు. చెన్నై, తిరుచరాపల్లి ఎయిర్‌పోర్టుల్లో అధికారులు తనిఖీ చేస్తుండగా ఈ బంగారం పట్టుబడింది. పిల్లల సైకిల్‌లో పెట్టి బంగారాన్ని తరలిస్తున్నట్లు అధికారులు గుర్తించారు. అలాగే అక్రమంగా తీసుకువచ్చిన బంగారాన్ని కస్టమ్స్ అధికారులు స్వాధీనం చేసుకున్నారు. ఈ ఘటన శంషాబాద్ విమానాశ్రయంలో చోటుచేసుకుంది. ప్రయాణికుల తనిఖీల్లో భాగంగా చేపట్టిన సోదాల్లో అధికారులు 387 గ్రాముల బంగారంను గుర్తించి సీజ్ చేశారు. జిద్దా నుంచి శంషాబాద్ ఎయిర్‌పోర్టు వ్యక్తి వద్ద ఈ బంగారంను స్వాధీనం చేసుకున్నారు. నిందితుడిని అదుపులోకి తీసుకుని విచారణ చేపట్టారు.: [870, 2075, 1289, 2227]
article-headline: అసాంఘిక కార్యకలాపాలకు: [49, 2124, 370, 2160]
page-number: 2: [3, 56, 21, 87]
article-headline: ఎస్సీ స్పెషల్ డెవలప్‌మెంట్: [87, 1158, 332, 1188]
monsoon-continuation: మంగళవారం ఉదయం ఇటు దక్షిణ కేరళ, అటు ఈశాన్య భారతంలోకి ప్రవేశించాయి. దీంతో ఆయా రాష్ట్రాల్లో వాతావరణం చల్లబడి, వర్షాలు మొదలయ్యాయి. సాధారణంగా జూన్1న నైరుతి రుతుపవనాలు కేరళలను తాకుతాయి. అందుకు భిన్నంగా ఈ సారి రెండురోజుల ముందే ఆగమనం చేశాయి.జూన్ మొదటివారంలో తెలంగాణ, ఏపీలకు రానున్నాయి. మంగళవారం భారత్‌లోని ప్రధాన భూభాగంలోకి ప్రవేశించిన నైరుతి రుతుపవనాలు క్రమంగా విస్తరిస్తూ జూన్ మొదటివారంలో తెలంగాణ, ఆంధ్రప్రదేశ్‌లను తాకనున్నాయి. దీంతో రైతులు వ్యవసాయపనులను వేగవంతం చేశారు. ఈ ఏడాది సాధారణ వర్షపాతం ఉంటుందని భారత వాతావరణ శాఖ ప్రకటించిన సంగతి తెలిసిందే. అయితే ఎల్‌నినో ప్రభావాన్ని బట్టి వీటి ప్రభావం ఉంటుంది.: [870, 1259, 1289, 1410]
lead-subheadline: మియాపూర్ భూకుంభకోణంపై సీఎం సీరియస్: [466, 273, 837, 299]
article-headline: సంతోషి మృతిపై పోలీసులు: [511, 1667, 780, 1698]
article-body: దుబ్బాక, మే 30: దుబ్బాక మండలం రేకుల కుంట మల్లికార్జున స్వామి దేవాలయంలో మంగళవారం హుండీ లెక్కించారు. దేవాలయ ధర్మాదాయ ఇన్స్‌పెక్టర్ శివరాజ్, ఆలయ ఈఓ శ్రీనివాస్‌రెడ్డి ఆధ్వర్యంలో ఆలయ హుండీ లెక్కింపు నిర్వహించారు. ఆదాయం 3 లక్షల 59వేల 242 రూపాయలు వచ్చినట్లు ఈఓ తెలిపారు. ఈ కార్యక్రమంలో ఆలయ సిబ్బంది భూపతిరెడ్డి, రాంరెడ్డి, మహేందర్‌రెడ్డి, వైకుంఠం, పోలీస్ సిబ్బంది పాల్గొన్నారు.: [436, 1574, 855, 1657]
article-headline: బిజేపి కార్యకర్తలు ఇంటింటా ప్రచారం: [45, 1849, 374, 1923]
article-headline: భారతంలో మేఘ సందేశం: [500, 1983, 790, 2090]
newspaper-logo: [565, 62, 650, 85]
lead-subheadline: ఎనీవేర్ రిజిష్ట్రేషన్ విధానం రద్దు: [520, 242, 783, 268]
article-headline: ఎయిర్‌పోర్టుల్లో బంగారం స్వాధీనం: [889, 2035, 1270, 2071]
article-headline: జగిత్యాల జిల్లాలోని బెస్ట్ అవైలబుల్ స్కూల్స్ నందు: [32, 464, 387, 486]
article: [14, 1658, 405, 1839]
lower-columns: [433, 1246, 1299, 2576]
article-body: జగిత్యాల, మే 30(జనం సాక్షి): 2017-18 సంవత్సరమునకు జిల్లాలోని ఎస్సీ అభివృద్ధి కోసం యస్సీ స్పెషల్ డెవలప్ మెంట్ నిధులను పొందేందుకు గాను అవసరమైన ప్రతిపాద నలను రూపొందించుకోవాలని జాయింట్ కలెక్టర్ డా.ఏ.నాగేంద్ర అన్నారు. యస్సీ స్పెషల్ డెవలప్ మెంట్ నిధులు అందుబాటులో ఉన్నాయని, వాటి వినియోగం కోసం జిల్లాలోని అన్ని ప్రభుత్వ శాఖల వారిగా ప్రతిపాదనలు పంపించాలని జేసి నాగేంద్ర తెలియజేశారు.: [14, 1225, 405, 1308]
article-headline: ఫండ్ వినియోగానికి ప్రతిపాదనలు: [55, 1191, 364, 1221]
article: [14, 100, 405, 456]
article-dateline: మెట్‌పెల్లి,మే30(జనంసాక్షి):: [147, 1737, 271, 1751]
lead-story-box: [433, 93, 1299, 1246]
left-articles: [14, 100, 405, 2429]
article: [14, 2124, 405, 2429]
kashmir-continuation: రాళ్లు విసరడమన్నది చాలా తీవ్రమైన సమస్యని ఝా అభిప్రాయపడ్డారు. మరోవైపు రావత్ వ్యాఖ్యల్ని కేంద్ర పట్టణాభివృద్ధి మంత్రి వెంకయ్య నాయుడు సమర్థించారు. 'కశ్మీర్‌లో పరిస్థితులకు అనుగుణంగా ఎలాంటి చర్యనైనా తీసుకుంటామని రావత్ చెప్పారు. నేను దాన్నే సమర్థిస్తున్నాను' అని వెంకయ్య ట్విటర్‌లో తెలిపారు.: [874, 105, 1289, 171]
article-headline: విజయవంతం చేయండి: [94, 1353, 325, 1384]
page-body: [0, 93, 1301, 2576]
article-headline: ఆలయంలో హుండీ లెక్కింపు: [505, 1538, 787, 1570]
article: [436, 1983, 855, 2515]
cattle-ban-headline: పశువిక్రయ నిషేధంపై మద్రాసు హైకోర్టు స్టే: [911, 178, 1252, 250]
left-column: [0, 93, 421, 2455]
article-body: మెట్‌పల్లిలో కేంద్ర ప్రభుత్వ పథకాలపై మెట్‌పల్లి 16,17 వార్డులలో బిజేపి నాయకులు ఇంటింటా ప్రచారాన్ని ప్రారంభించారు. జగిత్యాల జిల్లా ఇంచార్జ్ అయ్యంగారి భూమన్న ముఖ్య అతిథిగా పాల్గొన్నారు. ఈసందర్భంగా నాయకులు మాట్లాడుతూ బిజేపి తెలంగాణ రాష్ట్రంలో చాలా బలం ఉందని రాబోయే సాధారణ ఎన్నికల్లో బిజేపి అధికారంలోకి వస్తుందని, తెలంగాణ రాష్ట్రంలో కేంద్రం అధిక నిధుల్ని ఇస్తుందని అన్నారు. కాని తెరాస ప్రభుత్వం ఓపుకుంటలేదని అందుకే బిజేపి నాయకులు, ప్రతి కార్యకర్త ఇంటింటా ప్రచారంలో పాల్గొని ప్రజలకు తెలిసేలా వివరించాలని ఉద్దేశమని అన్నారు. ఈకార్యక్రమంలో జగిత్యాల జిల్లా అధ్యక్షులు బాజోజి భాస్కర్, పట్టణ అధ్యక్షులు గంప శ్రీనివాస్, పూదరి అరుణ, డా.రఘు, బోడ్ల రమేష్, మర్రి పోశాయ్య, తోకల సత్యనారాయణ, వాల్గొట్ నరేశ్, యాదగిరి, బిజేపి నాయకులు పాల్గొన్నారు.: [14, 1944, 405, 2113]
article-subheadline: ద్వైపాక్షిక అంశాలపై చర్చ: [112, 187, 307, 212]
article-headline: రాష్ట్ర ప్రభుత్వం వైఫల్యాలే బిజెపి గెలుపుకు నాంది: [485, 1258, 807, 1321]
telangana-map-icon: [565, 67, 580, 81]
top-margin: [0, 0, 1301, 57]
article-dateline: జగిత్యాల, మే30(జనంసాక్షి):: [144, 1410, 275, 1424]
article-subheadline: సంయుక్త కలెక్టర్ డా.ఏ.నాగేంద్ర: [133, 1045, 286, 1061]
